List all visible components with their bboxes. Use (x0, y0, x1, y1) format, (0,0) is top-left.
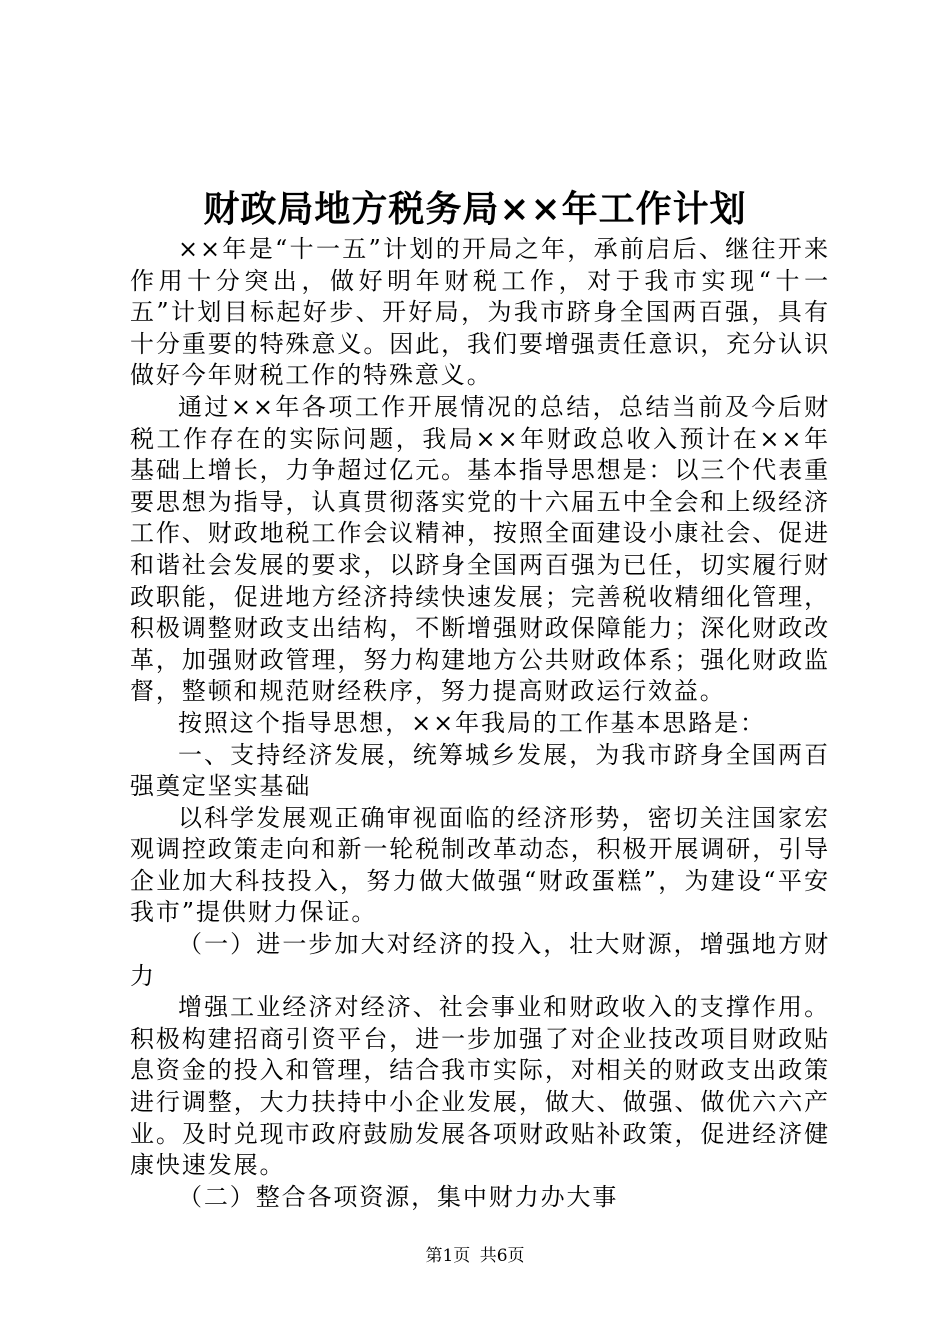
paragraph-section-1: 以科学发展观正确审视面临的经济形势，密切关注国家宏观调控政策走向和新一轮税制改革动态，积极开展调研，引导企业加大科技投入，努力做大做强“财政蛋糕”，为建设“平安我市”提供财力保证。 (130, 803, 830, 927)
subsection-heading-2: （二）整合各项资源，集中财力办大事 (178, 1182, 619, 1211)
page-footer (0, 1244, 950, 1268)
paragraph-basic-approach: 按照这个指导思想，××年我局的工作基本思路是： (178, 708, 766, 737)
page-number: 第1页 (425, 1246, 471, 1266)
paragraph-intro: ××年是“十一五”计划的开局之年，承前启后、继往开来作用十分突出，做好明年财税工作，对于我市实现“十一五”计划目标起好步、开好局，为我市跻身全国两百强，具有十分重要的特殊意义。因此，我们要增强责任意识，充分认识做好今年财税工作的特殊意义。 (130, 235, 830, 390)
subsection-heading-1: （一）进一步加大对经济的投入，壮大财源，增强地方财力 (130, 930, 830, 990)
document-title: 财政局地方税务局××年工作计划 (203, 188, 747, 230)
paragraph-guiding-thought: 通过××年各项工作开展情况的总结，总结当前及今后财税工作存在的实际问题，我局××年财政总收入预计在××年基础上增长，力争超过亿元。基本指导思想是：以三个代表重要思想为指导，认真贯彻落实党的十六届五中全会和上级经济工作、财政地税工作会议精神，按照全面建设小康社会、促进和谐社会发展的要求，以跻身全国两百强为已任，切实履行财政职能，促进地方经济持续快速发展；完善税收精细化管理，积极调整财政支出结构，不断增强财政保障能力；深化财政改革，加强财政管理，努力构建地方公共财政体系；强化财政监督，整顿和规范财经秩序，努力提高财政运行效益。 (130, 392, 830, 706)
document-body (130, 234, 830, 1213)
page-total: 共6页 (479, 1246, 525, 1266)
paragraph-subsection-1: 增强工业经济对经济、社会事业和财政收入的支撑作用。积极构建招商引资平台，进一步加强了对企业技改项目财政贴息资金的投入和管理，结合我市实际，对相关的财政支出政策进行调整，大力扶持中小企业发展，做大、做强、做优六六产业。及时兑现市政府鼓励发展各项财政贴补政策，促进经济健康快速发展。 (130, 993, 830, 1180)
section-heading-1: 一、支持经济发展，统筹城乡发展，为我市跻身全国两百强奠定坚实基础 (130, 740, 830, 801)
